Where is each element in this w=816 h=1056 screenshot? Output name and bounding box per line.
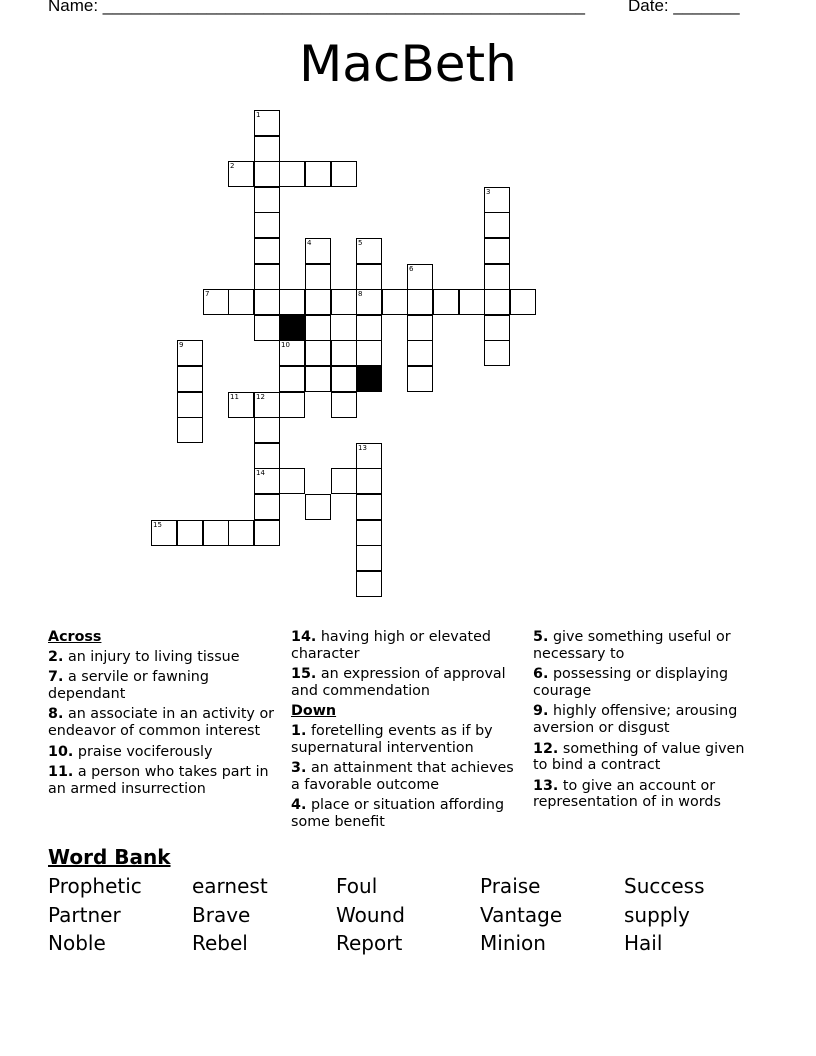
clue-down-4: 4. place or situation affording some benefit (291, 797, 505, 830)
grid-cell[interactable] (279, 392, 305, 418)
clue-down-5: 5. give something useful or necessary to (533, 629, 731, 662)
grid-cell[interactable] (484, 340, 510, 366)
word-bank-item: Brave (192, 903, 251, 927)
grid-cell[interactable] (356, 315, 382, 341)
grid-clue-number: 13 (358, 444, 367, 452)
clue-down-9: 9. highly offensive; arousing aversion or disgust (533, 703, 738, 736)
grid-cell[interactable] (254, 289, 280, 315)
grid-cell[interactable] (279, 468, 305, 494)
clues-column-1 (48, 629, 278, 801)
grid-cell[interactable] (254, 264, 280, 290)
across-heading: Across (48, 629, 102, 645)
grid-cell[interactable] (254, 187, 280, 213)
grid-cell[interactable] (356, 520, 382, 546)
word-bank-item: supply (624, 903, 690, 927)
grid-cell[interactable] (484, 212, 510, 238)
word-bank-item: Minion (480, 931, 546, 955)
grid-clue-number: 1 (256, 111, 261, 119)
word-bank-item: Prophetic (48, 874, 142, 898)
grid-cell[interactable] (177, 392, 203, 418)
grid-clue-number: 10 (281, 341, 290, 349)
grid-cell[interactable] (331, 289, 357, 315)
grid-clue-number: 6 (409, 265, 414, 273)
grid-cell-blocked (279, 315, 305, 341)
grid-cell[interactable] (356, 494, 382, 520)
grid-cell[interactable] (279, 161, 305, 187)
grid-cell[interactable] (356, 468, 382, 494)
grid-cell[interactable] (305, 289, 331, 315)
grid-clue-number: 12 (256, 393, 265, 401)
clue-across-8: 8. an associate in an activity or endeavor of common interest (48, 706, 275, 739)
grid-cell[interactable] (254, 136, 280, 162)
grid-cell[interactable] (177, 520, 203, 546)
grid-cell[interactable] (356, 571, 382, 597)
grid-cell[interactable] (254, 315, 280, 341)
grid-cell[interactable] (279, 366, 305, 392)
grid-cell[interactable] (331, 392, 357, 418)
grid-cell[interactable] (331, 366, 357, 392)
word-bank-item: Wound (336, 903, 405, 927)
grid-cell[interactable] (228, 289, 254, 315)
grid-cell[interactable] (484, 289, 510, 315)
grid-cell[interactable] (254, 443, 280, 469)
grid-cell[interactable] (177, 417, 203, 443)
clue-across-2: 2. an injury to living tissue (48, 648, 240, 665)
name-field-label: Name: ___________________________________________________ (48, 0, 585, 15)
clue-across-11: 11. a person who takes part in an armed insurrection (48, 764, 269, 797)
grid-cell[interactable] (228, 520, 254, 546)
grid-cell[interactable] (407, 366, 433, 392)
grid-clue-number: 9 (179, 341, 184, 349)
grid-clue-number: 7 (205, 290, 210, 298)
grid-cell[interactable] (407, 340, 433, 366)
word-bank-item: Noble (48, 931, 106, 955)
grid-clue-number: 3 (486, 188, 491, 196)
grid-cell[interactable] (305, 161, 331, 187)
grid-cell[interactable] (254, 494, 280, 520)
grid-cell[interactable] (356, 545, 382, 571)
grid-clue-number: 15 (153, 521, 162, 529)
word-bank-item: Success (624, 874, 705, 898)
word-bank-item: Foul (336, 874, 378, 898)
grid-cell[interactable] (331, 161, 357, 187)
word-bank-item: Praise (480, 874, 541, 898)
grid-cell[interactable] (484, 315, 510, 341)
word-bank-item: earnest (192, 874, 268, 898)
grid-cell-blocked (356, 366, 382, 392)
clue-across-14: 14. having high or elevated character (291, 629, 491, 662)
grid-cell[interactable] (254, 520, 280, 546)
word-bank-item: Report (336, 931, 403, 955)
word-bank-item: Hail (624, 931, 663, 955)
grid-cell[interactable] (433, 289, 459, 315)
grid-cell[interactable] (356, 264, 382, 290)
clue-down-6: 6. possessing or displaying courage (533, 666, 729, 699)
clue-across-15: 15. an expression of approval and commendation (291, 666, 506, 699)
grid-cell[interactable] (356, 340, 382, 366)
grid-cell[interactable] (254, 417, 280, 443)
date-field-label: Date: _______ (628, 0, 740, 15)
grid-cell[interactable] (254, 238, 280, 264)
grid-cell[interactable] (254, 212, 280, 238)
grid-cell[interactable] (279, 289, 305, 315)
page-title: MacBeth (299, 35, 517, 93)
grid-clue-number: 4 (307, 239, 312, 247)
grid-cell[interactable] (459, 289, 485, 315)
clues-column-2 (291, 629, 521, 835)
grid-cell[interactable] (331, 340, 357, 366)
word-bank-item: Partner (48, 903, 121, 927)
grid-cell[interactable] (254, 161, 280, 187)
grid-clue-number: 14 (256, 469, 265, 477)
grid-clue-number: 11 (230, 393, 239, 401)
clue-down-1: 1. foretelling events as if by supernatural intervention (291, 722, 493, 756)
grid-cell[interactable] (305, 340, 331, 366)
grid-cell[interactable] (407, 289, 433, 315)
clue-across-10: 10. praise vociferously (48, 743, 213, 760)
word-bank-title: Word Bank (48, 845, 171, 869)
clue-down-13: 13. to give an account or representation of in words (533, 777, 721, 811)
clues-column-3 (533, 629, 763, 815)
word-bank-item: Rebel (192, 931, 248, 955)
clue-down-3: 3. an attainment that achieves a favorable outcome (291, 760, 514, 793)
grid-cell[interactable] (484, 264, 510, 290)
grid-cell[interactable] (331, 468, 357, 494)
grid-cell[interactable] (305, 494, 331, 520)
grid-cell[interactable] (305, 315, 331, 341)
grid-cell[interactable] (407, 315, 433, 341)
grid-clue-number: 8 (358, 290, 363, 298)
grid-cell[interactable] (203, 520, 229, 546)
clue-across-7: 7. a servile or fawning dependant (48, 669, 209, 702)
grid-clue-number: 5 (358, 239, 363, 247)
grid-cell[interactable] (177, 366, 203, 392)
grid-clue-number: 2 (230, 162, 235, 170)
grid-cell[interactable] (382, 289, 408, 315)
grid-cell[interactable] (305, 264, 331, 290)
down-heading: Down (291, 703, 337, 720)
grid-cell[interactable] (484, 238, 510, 264)
grid-cell[interactable] (510, 289, 536, 315)
clue-down-12: 12. something of value given to bind a contract (533, 740, 745, 774)
grid-cell[interactable] (305, 366, 331, 392)
word-bank-item: Vantage (480, 903, 563, 927)
